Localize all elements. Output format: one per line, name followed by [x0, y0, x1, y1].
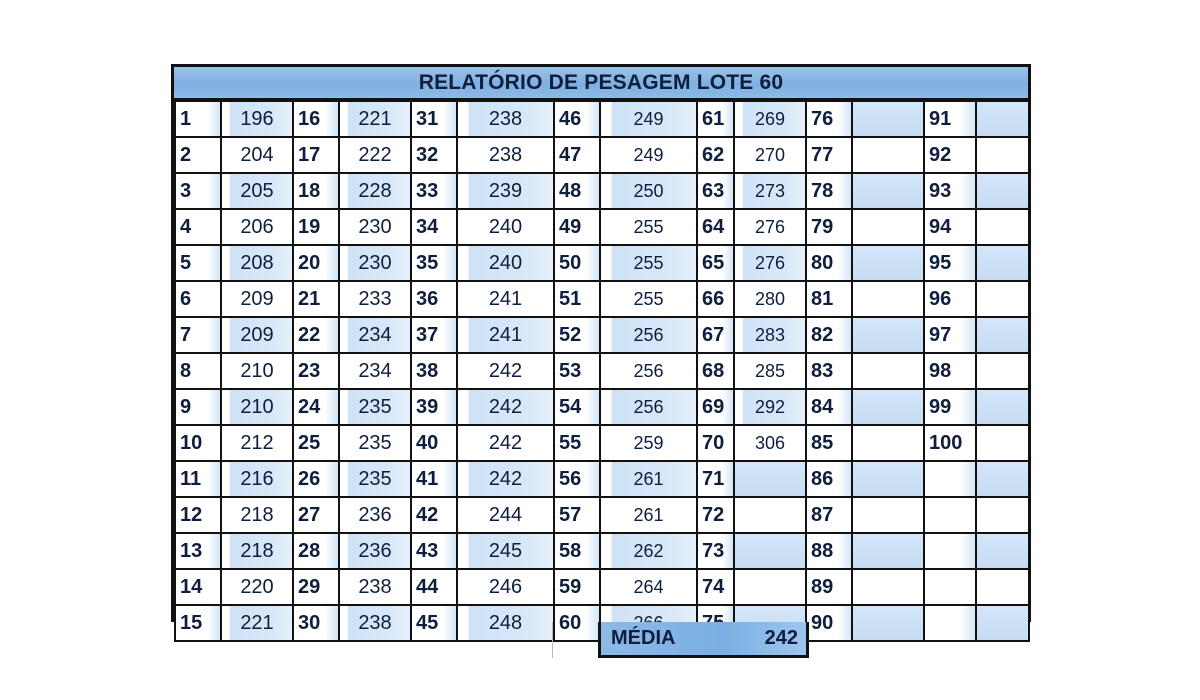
animal-number-cell: 62 [697, 137, 734, 173]
table-row [175, 533, 1029, 569]
weight-cell: 261 [600, 461, 697, 497]
animal-number-cell: 98 [924, 353, 976, 389]
weight-cell: 238 [457, 101, 554, 137]
animal-number-cell: 4 [175, 209, 221, 245]
weight-cell: 249 [600, 137, 697, 173]
animal-number-cell: 66 [697, 281, 734, 317]
animal-number-cell: 15 [175, 605, 221, 641]
weight-cell: 276 [734, 245, 806, 281]
animal-number-cell: 48 [554, 173, 600, 209]
animal-number-cell: 31 [411, 101, 457, 137]
animal-number-cell: 67 [697, 317, 734, 353]
animal-number-cell: 23 [293, 353, 339, 389]
weight-cell: 236 [339, 497, 411, 533]
animal-number-cell: 27 [293, 497, 339, 533]
weight-cell: 222 [339, 137, 411, 173]
weight-cell: 210 [221, 353, 293, 389]
weight-cell: 230 [339, 209, 411, 245]
weight-cell: 235 [339, 389, 411, 425]
weight-cell: 255 [600, 209, 697, 245]
weight-cell: 242 [457, 353, 554, 389]
weight-cell: 216 [221, 461, 293, 497]
weight-cell: 228 [339, 173, 411, 209]
table-row [175, 425, 1029, 461]
weight-cell [976, 209, 1029, 245]
weight-cell [976, 533, 1029, 569]
animal-number-cell: 7 [175, 317, 221, 353]
weight-cell: 256 [600, 389, 697, 425]
animal-number-cell: 21 [293, 281, 339, 317]
animal-number-cell: 68 [697, 353, 734, 389]
animal-number-cell: 58 [554, 533, 600, 569]
animal-number-cell: 94 [924, 209, 976, 245]
animal-number-cell: 89 [806, 569, 852, 605]
weight-cell: 256 [600, 317, 697, 353]
animal-number-cell: 25 [293, 425, 339, 461]
weight-cell [852, 389, 924, 425]
animal-number-cell: 78 [806, 173, 852, 209]
weight-cell: 276 [734, 209, 806, 245]
animal-number-cell [924, 569, 976, 605]
weight-cell: 234 [339, 317, 411, 353]
weight-cell: 196 [221, 101, 293, 137]
animal-number-cell: 95 [924, 245, 976, 281]
weight-cell: 236 [339, 533, 411, 569]
weight-cell [734, 461, 806, 497]
weight-cell: 235 [339, 425, 411, 461]
animal-number-cell: 10 [175, 425, 221, 461]
animal-number-cell: 37 [411, 317, 457, 353]
animal-number-cell: 84 [806, 389, 852, 425]
weight-cell: 240 [457, 245, 554, 281]
animal-number-cell: 47 [554, 137, 600, 173]
weight-cell [976, 353, 1029, 389]
weight-cell: 255 [600, 245, 697, 281]
weight-cell [852, 317, 924, 353]
animal-number-cell: 32 [411, 137, 457, 173]
animal-number-cell: 71 [697, 461, 734, 497]
weight-cell [976, 569, 1029, 605]
animal-number-cell: 16 [293, 101, 339, 137]
weight-cell: 205 [221, 173, 293, 209]
weight-cell [852, 605, 924, 641]
weight-cell: 209 [221, 317, 293, 353]
animal-number-cell: 35 [411, 245, 457, 281]
weight-cell: 246 [457, 569, 554, 605]
average-value: 242 [764, 627, 798, 649]
animal-number-cell: 85 [806, 425, 852, 461]
weight-cell: 280 [734, 281, 806, 317]
animal-number-cell: 8 [175, 353, 221, 389]
animal-number-cell: 39 [411, 389, 457, 425]
animal-number-cell: 26 [293, 461, 339, 497]
animal-number-cell: 42 [411, 497, 457, 533]
animal-number-cell: 43 [411, 533, 457, 569]
table-row [175, 245, 1029, 281]
animal-number-cell: 29 [293, 569, 339, 605]
weight-cell: 234 [339, 353, 411, 389]
table-row [175, 101, 1029, 137]
animal-number-cell: 100 [924, 425, 976, 461]
weight-cell [976, 461, 1029, 497]
weight-cell: 209 [221, 281, 293, 317]
animal-number-cell: 88 [806, 533, 852, 569]
weight-cell: 240 [457, 209, 554, 245]
animal-number-cell: 91 [924, 101, 976, 137]
animal-number-cell: 20 [293, 245, 339, 281]
weight-cell: 256 [600, 353, 697, 389]
animal-number-cell: 97 [924, 317, 976, 353]
animal-number-cell: 50 [554, 245, 600, 281]
table-row [175, 209, 1029, 245]
weight-cell: 218 [221, 533, 293, 569]
weighing-grid [174, 100, 1030, 642]
animal-number-cell: 9 [175, 389, 221, 425]
weight-cell: 239 [457, 173, 554, 209]
animal-number-cell: 61 [697, 101, 734, 137]
weight-cell: 241 [457, 317, 554, 353]
animal-number-cell: 38 [411, 353, 457, 389]
weight-cell: 206 [221, 209, 293, 245]
animal-number-cell: 14 [175, 569, 221, 605]
weight-cell: 259 [600, 425, 697, 461]
animal-number-cell [924, 497, 976, 533]
weight-cell: 273 [734, 173, 806, 209]
animal-number-cell: 57 [554, 497, 600, 533]
weight-cell [976, 101, 1029, 137]
animal-number-cell: 69 [697, 389, 734, 425]
animal-number-cell: 6 [175, 281, 221, 317]
animal-number-cell: 55 [554, 425, 600, 461]
weight-cell: 235 [339, 461, 411, 497]
weight-cell: 249 [600, 101, 697, 137]
weight-cell [976, 389, 1029, 425]
animal-number-cell: 80 [806, 245, 852, 281]
animal-number-cell [924, 605, 976, 641]
animal-number-cell: 51 [554, 281, 600, 317]
weight-cell [852, 245, 924, 281]
table-row [175, 389, 1029, 425]
weight-cell [976, 605, 1029, 641]
weight-cell [852, 281, 924, 317]
animal-number-cell: 33 [411, 173, 457, 209]
animal-number-cell: 73 [697, 533, 734, 569]
weight-cell: 292 [734, 389, 806, 425]
animal-number-cell: 49 [554, 209, 600, 245]
weight-cell: 218 [221, 497, 293, 533]
weight-cell [852, 209, 924, 245]
animal-number-cell: 46 [554, 101, 600, 137]
animal-number-cell: 93 [924, 173, 976, 209]
animal-number-cell: 86 [806, 461, 852, 497]
animal-number-cell: 79 [806, 209, 852, 245]
average-label: MÉDIA [611, 627, 676, 649]
animal-number-cell: 60 [554, 605, 600, 641]
animal-number-cell: 53 [554, 353, 600, 389]
weight-cell [976, 245, 1029, 281]
animal-number-cell: 90 [806, 605, 852, 641]
table-row [175, 497, 1029, 533]
weight-cell [852, 533, 924, 569]
animal-number-cell: 74 [697, 569, 734, 605]
weight-cell: 285 [734, 353, 806, 389]
table-row [175, 173, 1029, 209]
weight-cell: 210 [221, 389, 293, 425]
weighing-report-table-frame [171, 64, 1031, 634]
animal-number-cell: 52 [554, 317, 600, 353]
animal-number-cell: 54 [554, 389, 600, 425]
weight-cell [852, 137, 924, 173]
animal-number-cell: 56 [554, 461, 600, 497]
animal-number-cell: 40 [411, 425, 457, 461]
table-row [175, 137, 1029, 173]
weight-cell: 221 [339, 101, 411, 137]
animal-number-cell: 11 [175, 461, 221, 497]
weight-cell: 238 [339, 569, 411, 605]
weight-cell: 230 [339, 245, 411, 281]
weight-cell: 220 [221, 569, 293, 605]
weight-cell: 204 [221, 137, 293, 173]
animal-number-cell: 96 [924, 281, 976, 317]
animal-number-cell: 1 [175, 101, 221, 137]
animal-number-cell: 30 [293, 605, 339, 641]
weight-cell: 306 [734, 425, 806, 461]
weight-cell: 242 [457, 461, 554, 497]
animal-number-cell: 19 [293, 209, 339, 245]
weight-cell: 269 [734, 101, 806, 137]
animal-number-cell: 3 [175, 173, 221, 209]
animal-number-cell: 17 [293, 137, 339, 173]
weight-cell: 245 [457, 533, 554, 569]
weight-cell: 212 [221, 425, 293, 461]
animal-number-cell: 83 [806, 353, 852, 389]
animal-number-cell: 24 [293, 389, 339, 425]
animal-number-cell: 77 [806, 137, 852, 173]
weight-cell [734, 569, 806, 605]
table-row [175, 317, 1029, 353]
animal-number-cell: 22 [293, 317, 339, 353]
weight-cell: 248 [457, 605, 554, 641]
animal-number-cell [924, 533, 976, 569]
weight-cell [976, 497, 1029, 533]
weight-cell [852, 497, 924, 533]
table-row [175, 569, 1029, 605]
weight-cell [852, 173, 924, 209]
animal-number-cell [924, 461, 976, 497]
table-row [175, 281, 1029, 317]
weight-cell [976, 281, 1029, 317]
animal-number-cell: 63 [697, 173, 734, 209]
weight-cell [852, 569, 924, 605]
animal-number-cell: 2 [175, 137, 221, 173]
animal-number-cell: 59 [554, 569, 600, 605]
animal-number-cell: 81 [806, 281, 852, 317]
weight-cell: 270 [734, 137, 806, 173]
weight-cell [734, 533, 806, 569]
report-title: RELATÓRIO DE PESAGEM LOTE 60 [174, 67, 1028, 100]
weight-cell: 283 [734, 317, 806, 353]
weight-cell [852, 461, 924, 497]
animal-number-cell: 70 [697, 425, 734, 461]
divider-line [552, 622, 553, 658]
animal-number-cell: 44 [411, 569, 457, 605]
animal-number-cell: 28 [293, 533, 339, 569]
animal-number-cell: 76 [806, 101, 852, 137]
weight-cell: 250 [600, 173, 697, 209]
weight-cell: 221 [221, 605, 293, 641]
animal-number-cell: 87 [806, 497, 852, 533]
weight-cell [852, 101, 924, 137]
animal-number-cell: 64 [697, 209, 734, 245]
weight-cell: 208 [221, 245, 293, 281]
animal-number-cell: 41 [411, 461, 457, 497]
weight-cell [734, 497, 806, 533]
weight-cell [976, 317, 1029, 353]
animal-number-cell: 82 [806, 317, 852, 353]
weight-cell: 255 [600, 281, 697, 317]
animal-number-cell: 5 [175, 245, 221, 281]
weight-cell: 242 [457, 425, 554, 461]
animal-number-cell: 12 [175, 497, 221, 533]
weight-cell: 238 [457, 137, 554, 173]
weight-cell: 241 [457, 281, 554, 317]
animal-number-cell: 13 [175, 533, 221, 569]
weight-cell: 244 [457, 497, 554, 533]
animal-number-cell: 99 [924, 389, 976, 425]
animal-number-cell: 92 [924, 137, 976, 173]
animal-number-cell: 65 [697, 245, 734, 281]
animal-number-cell: 36 [411, 281, 457, 317]
weight-cell [976, 137, 1029, 173]
weight-cell [852, 425, 924, 461]
average-box [598, 622, 809, 658]
animal-number-cell: 72 [697, 497, 734, 533]
animal-number-cell: 18 [293, 173, 339, 209]
table-row [175, 461, 1029, 497]
animal-number-cell: 34 [411, 209, 457, 245]
animal-number-cell: 45 [411, 605, 457, 641]
weight-cell: 238 [339, 605, 411, 641]
weight-cell: 262 [600, 533, 697, 569]
weight-cell [852, 353, 924, 389]
weight-cell: 233 [339, 281, 411, 317]
weight-cell [976, 173, 1029, 209]
weight-cell: 264 [600, 569, 697, 605]
weight-cell: 242 [457, 389, 554, 425]
weight-cell [976, 425, 1029, 461]
weight-cell: 261 [600, 497, 697, 533]
table-row [175, 353, 1029, 389]
